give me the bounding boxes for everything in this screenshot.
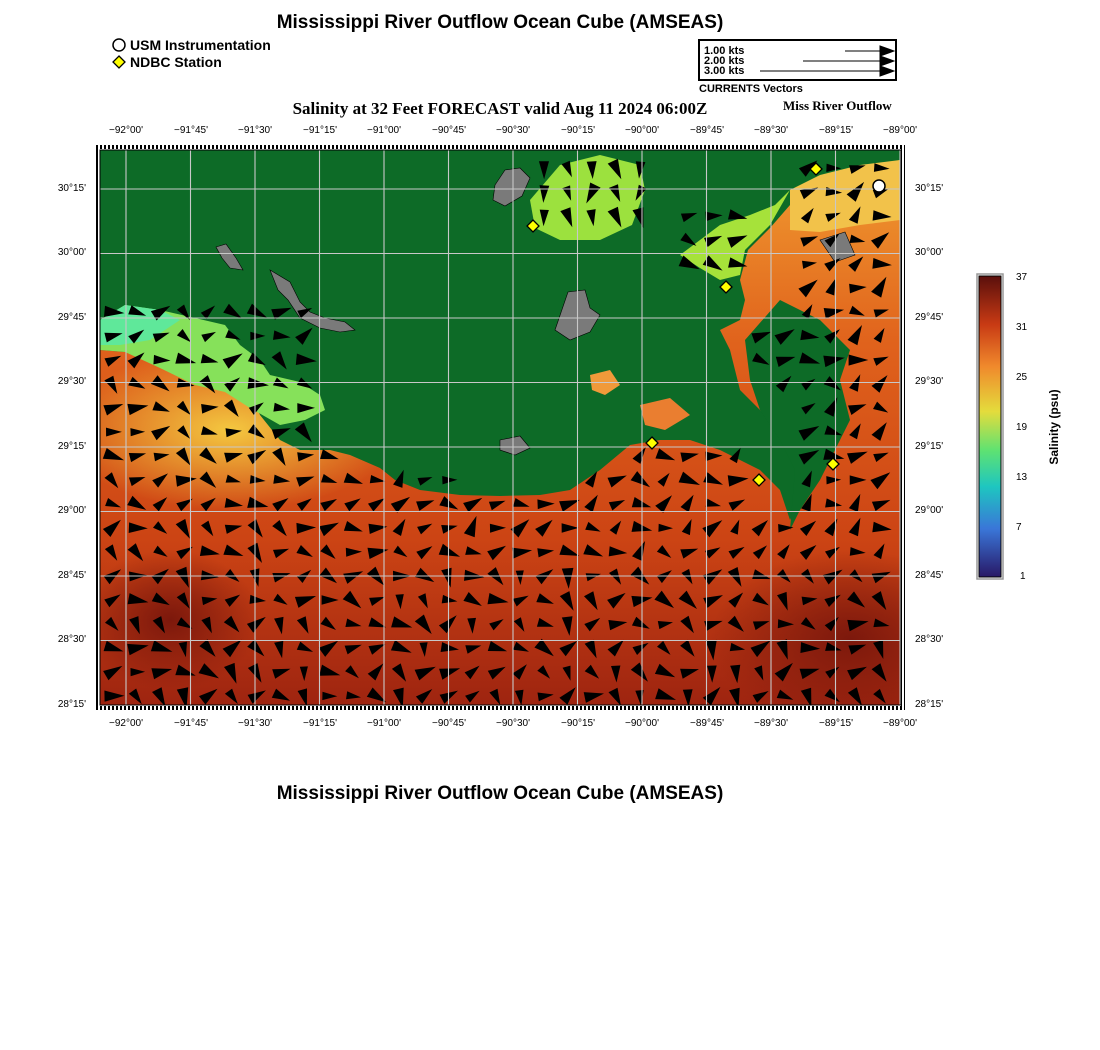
lat-label: 29°15' — [57, 441, 86, 452]
map-subtitle: Salinity at 32 Feet FORECAST valid Aug 11 2024 06:00Z — [292, 99, 708, 118]
colorbar-tick: 37 — [1016, 272, 1028, 283]
lat-label: 28°30' — [915, 634, 944, 645]
lon-label: −91°45' — [174, 718, 208, 729]
lon-label: −89°15' — [819, 718, 853, 729]
colorbar — [975, 272, 1015, 582]
lon-label: −91°00' — [367, 125, 401, 136]
lon-label: −89°00' — [883, 125, 917, 136]
lat-label: 29°15' — [915, 441, 944, 452]
lon-label: −90°30' — [496, 125, 530, 136]
lat-label: 30°00' — [57, 247, 86, 258]
lat-label: 29°00' — [57, 505, 86, 516]
vector-key-3: 3.00 kts — [704, 65, 745, 77]
lat-label: 28°45' — [57, 570, 86, 581]
lat-label: 29°00' — [915, 505, 944, 516]
lon-label: −91°00' — [367, 718, 401, 729]
colorbar-tick: 1 — [1020, 571, 1026, 582]
colorbar-label: Salinity (psu) — [1047, 389, 1061, 465]
lon-label: −90°00' — [625, 718, 659, 729]
colorbar-tick: 7 — [1016, 522, 1022, 533]
lon-label: −89°00' — [883, 718, 917, 729]
lat-label: 28°15' — [915, 699, 944, 710]
lon-label: −89°30' — [754, 125, 788, 136]
lat-label: 30°00' — [915, 247, 944, 258]
vector-key-2: 2.00 kts — [704, 55, 745, 67]
page-title: Mississippi River Outflow Ocean Cube (AMSEAS) — [276, 12, 724, 33]
lat-label: 28°30' — [57, 634, 86, 645]
colorbar-tick: 31 — [1016, 322, 1028, 333]
lat-label: 29°30' — [915, 376, 944, 387]
lon-label: −89°30' — [754, 718, 788, 729]
footer-title: Mississippi River Outflow Ocean Cube (AMSEAS) — [276, 783, 724, 804]
usm-station-marker[interactable] — [873, 180, 885, 192]
lon-label: −91°45' — [174, 125, 208, 136]
lon-label: −92°00' — [109, 718, 143, 729]
lat-label: 29°30' — [57, 376, 86, 387]
legend-usm-label: USM Instrumentation — [130, 37, 271, 53]
lon-label: −91°15' — [303, 718, 337, 729]
lat-label: 30°15' — [915, 183, 944, 194]
lon-label: −90°15' — [561, 718, 595, 729]
vector-key-1: 1.00 kts — [704, 45, 745, 57]
legend-ndbc-label: NDBC Station — [130, 54, 222, 70]
map-layers — [57, 150, 990, 730]
lon-label: −91°30' — [238, 125, 272, 136]
lon-label: −90°15' — [561, 125, 595, 136]
colorbar-ticks — [1010, 272, 1050, 582]
colorbar-tick: 19 — [1016, 422, 1028, 433]
lon-label: −90°30' — [496, 718, 530, 729]
vector-key-title: CURRENTS Vectors — [699, 83, 803, 95]
lon-label: −90°45' — [432, 718, 466, 729]
lon-label: −90°45' — [432, 125, 466, 136]
lon-label: −89°45' — [690, 718, 724, 729]
lon-label: −90°00' — [625, 125, 659, 136]
lon-label: −91°30' — [238, 718, 272, 729]
colorbar-gradient — [979, 276, 1001, 577]
lon-label: −91°15' — [303, 125, 337, 136]
lat-label: 28°45' — [915, 570, 944, 581]
lat-label: 29°45' — [57, 312, 86, 323]
lon-label: −89°15' — [819, 125, 853, 136]
lat-label: 30°15' — [57, 183, 86, 194]
lon-label: −89°45' — [690, 125, 724, 136]
colorbar-tick: 13 — [1016, 472, 1028, 483]
colorbar-tick: 25 — [1016, 372, 1028, 383]
region-label: Miss River Outflow — [783, 98, 892, 113]
lon-label: −92°00' — [109, 125, 143, 136]
lat-label: 29°45' — [915, 312, 944, 323]
lat-label: 28°15' — [57, 699, 86, 710]
